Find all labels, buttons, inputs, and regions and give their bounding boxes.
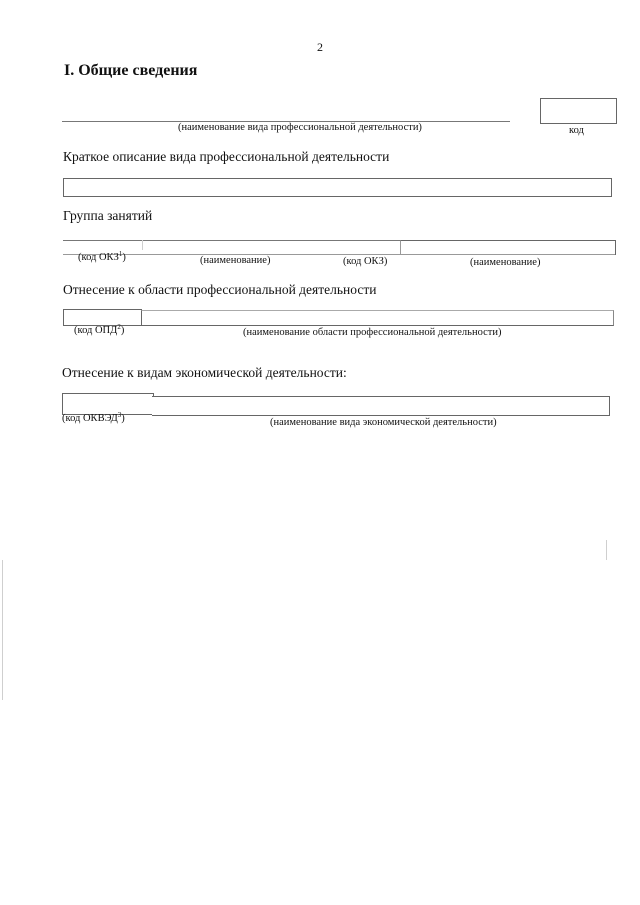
description-box[interactable]: [63, 178, 612, 197]
occupation-group-underline: [63, 254, 615, 255]
okz-code-caption-2: (код ОКЗ): [343, 256, 388, 267]
opd-code-caption: (код ОПД$^2$): [74, 323, 125, 336]
occupation-group-heading: Группа занятий: [63, 208, 153, 223]
scan-edge-mark-right: [606, 540, 607, 560]
page-number: 2: [317, 40, 323, 54]
profession-code-box[interactable]: [540, 98, 617, 124]
opd-code-box[interactable]: [63, 309, 142, 326]
okz-code-caption-1: (код ОКЗ$^1$): [78, 250, 126, 263]
okz-name-2-box[interactable]: [400, 240, 616, 255]
scan-edge-mark: [2, 560, 3, 700]
description-heading: Краткое описание вида профессиональной деятельности: [63, 149, 390, 164]
economic-activity-heading: Отнесение к видам экономической деятельности:: [62, 365, 347, 380]
profession-code-caption: код: [569, 125, 584, 136]
okved-name-box[interactable]: [152, 396, 610, 416]
name-caption-2: (наименование): [470, 257, 541, 268]
profession-name-caption: (наименование вида профессиональной деятельности): [178, 122, 422, 133]
professional-area-heading: Отнесение к области профессиональной деятельности: [63, 282, 377, 297]
okved-code-caption: (код ОКВЭД$^3$): [62, 411, 125, 424]
okved-code-box[interactable]: [62, 393, 154, 415]
okz-divider: [142, 240, 143, 250]
section-title: I. Общие сведения: [64, 62, 198, 79]
name-caption-1: (наименование): [200, 255, 271, 266]
opd-name-caption: (наименование области профессиональной деятельности): [243, 327, 502, 338]
okved-name-caption: (наименование вида экономической деятельности): [270, 417, 497, 428]
opd-name-box[interactable]: [141, 310, 614, 326]
